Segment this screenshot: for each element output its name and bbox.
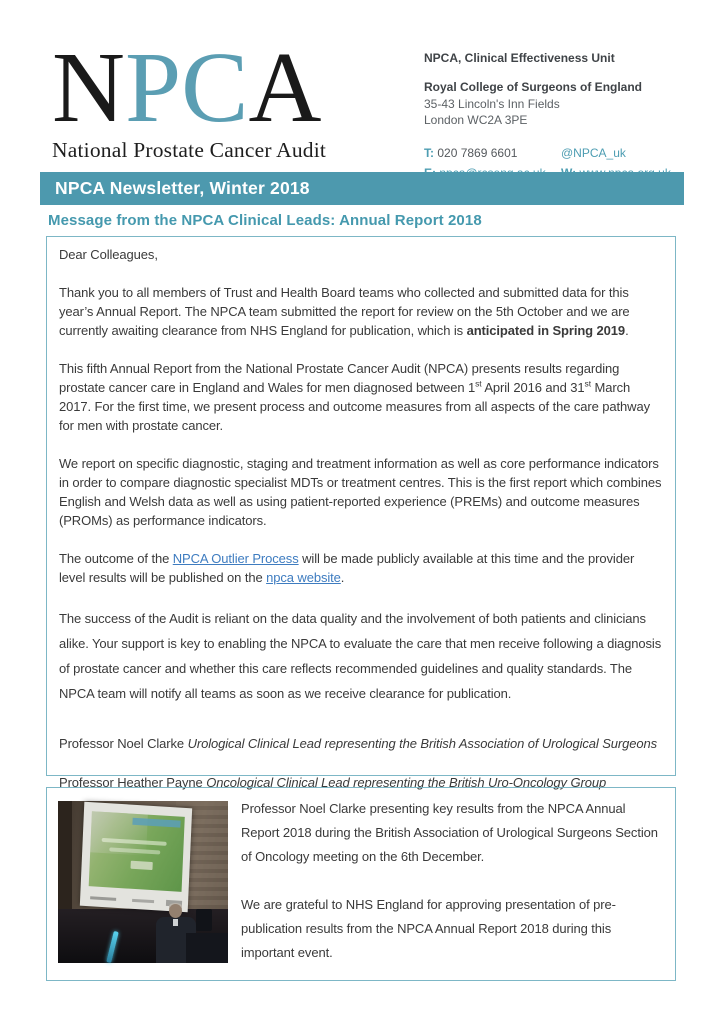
paragraph-thanks xyxy=(59,283,663,340)
paragraph-text: Thank you to all members of Trust and Health Board teams who collected and submitted data for this year’s Annual Report. The NPCA team submitted the report for review on the 5th October and we are currently awaiting clearance from NHS England for publication, which is xyxy=(59,285,630,338)
contact-phone-row xyxy=(424,145,561,162)
salutation: Dear Colleagues, xyxy=(59,247,158,262)
paragraph-text: . xyxy=(625,323,629,338)
contact-block xyxy=(424,50,696,182)
caption-paragraph-1: Professor Noel Clarke presenting key results from the NPCA Annual Report 2018 during the British Association of Urological Surgeons Section of Oncology meeting on the 6th December. xyxy=(241,801,658,864)
logo-letter: C xyxy=(181,31,249,143)
newsletter-title: NPCA Newsletter, Winter 2018 xyxy=(55,178,310,198)
photo-equipment xyxy=(196,909,212,931)
paragraph-text: April 2016 and 31 xyxy=(481,380,585,395)
signature-name: Professor Heather Payne xyxy=(59,775,207,790)
slide-button-shape xyxy=(130,860,152,869)
paragraph-text: . xyxy=(340,570,345,585)
paragraph-outlier xyxy=(59,549,663,587)
phone-number: 020 7869 6601 xyxy=(437,146,518,161)
logo-subtitle: National Prostate Cancer Audit xyxy=(52,137,327,162)
bold-text: anticipated in Spring 2019 xyxy=(466,323,626,338)
paragraph-text: The outcome of the xyxy=(59,551,173,566)
message-box xyxy=(46,236,676,790)
section-heading: Message from the NPCA Clinical Leads: Annual Report 2018 xyxy=(48,212,482,229)
photo-caption xyxy=(241,797,665,989)
outlier-process-link[interactable]: NPCA Outlier Process xyxy=(172,551,299,566)
contact-address-line1: 35-43 Lincoln's Inn Fields xyxy=(424,96,560,111)
signature-role: Oncological Clinical Lead representing the British Uro-Oncology Group xyxy=(206,775,607,790)
caption-paragraph-2: We are grateful to NHS England for approving presentation of pre-publication results from the NPCA Annual Report 2018 during this important event. xyxy=(241,897,616,960)
presenter-head xyxy=(169,904,182,918)
contact-unit: NPCA, Clinical Effectiveness Unit xyxy=(424,51,615,65)
paragraph-indicators: We report on specific diagnostic, staging and treatment information as well as core performance indicators in order to compare diagnostic specialist MDTs or treatment centres. This is the first report which combines English and Welsh data as well as using patient-reported experience (PREMs) and outcome measures (PROMs) as performance indicators. xyxy=(59,456,662,528)
paragraph-success: The success of the Audit is reliant on the data quality and the involvement of both patients and clinicians alike. Your support is key to enabling the NPCA to evaluate the care that men receive following a diagnosis of prostate cancer and whether this care reflects recommended guidelines and quality standards. The NPCA team will notify all teams as soon as we receive clearance for publication. xyxy=(59,611,662,701)
photo-lectern xyxy=(186,933,228,963)
signature-noel-clarke xyxy=(59,734,663,754)
slide-green xyxy=(89,811,185,892)
npca-logo xyxy=(52,31,327,163)
logo-letter: P xyxy=(124,31,182,143)
logo-letter: A xyxy=(248,31,322,143)
projector-screen xyxy=(80,802,192,912)
contact-address-line2: London WC2A 3PE xyxy=(424,113,528,128)
screen-footer-mark xyxy=(132,899,154,903)
superscript: st xyxy=(584,378,591,389)
npca-logo-wordmark xyxy=(52,31,326,143)
paragraph-text: will be made publicly available at this time and the provider level results will be published on the xyxy=(59,551,635,585)
paragraph-text: This fifth Annual Report from the National Prostate Cancer Audit (NPCA) presents results regarding prostate cancer care in England and Wales for men diagnosed between 1 xyxy=(59,361,620,395)
signature-role: Urological Clinical Lead representing the British Association of Urological Surgeons xyxy=(187,736,658,751)
signature-name: Professor Noel Clarke xyxy=(59,736,188,751)
paragraph-report xyxy=(59,359,663,435)
npca-website-link[interactable]: npca website xyxy=(266,570,341,585)
logo-letter: N xyxy=(52,31,125,143)
screen-footer-mark xyxy=(90,896,116,901)
paragraph-text: March 2017. For the first time, we present process and outcome measures from all aspects of the care pathway for men with prostate cancer. xyxy=(59,380,650,433)
newsletter-title-banner xyxy=(40,172,684,205)
feature-box xyxy=(46,787,676,981)
presenter-shirt xyxy=(173,919,178,926)
twitter-handle-link[interactable]: @NPCA_uk xyxy=(561,146,626,161)
phone-label: T: xyxy=(424,146,434,161)
presentation-photo xyxy=(58,801,228,963)
contact-org: Royal College of Surgeons of England xyxy=(424,79,643,94)
signatures xyxy=(59,734,663,793)
superscript: st xyxy=(475,378,482,389)
